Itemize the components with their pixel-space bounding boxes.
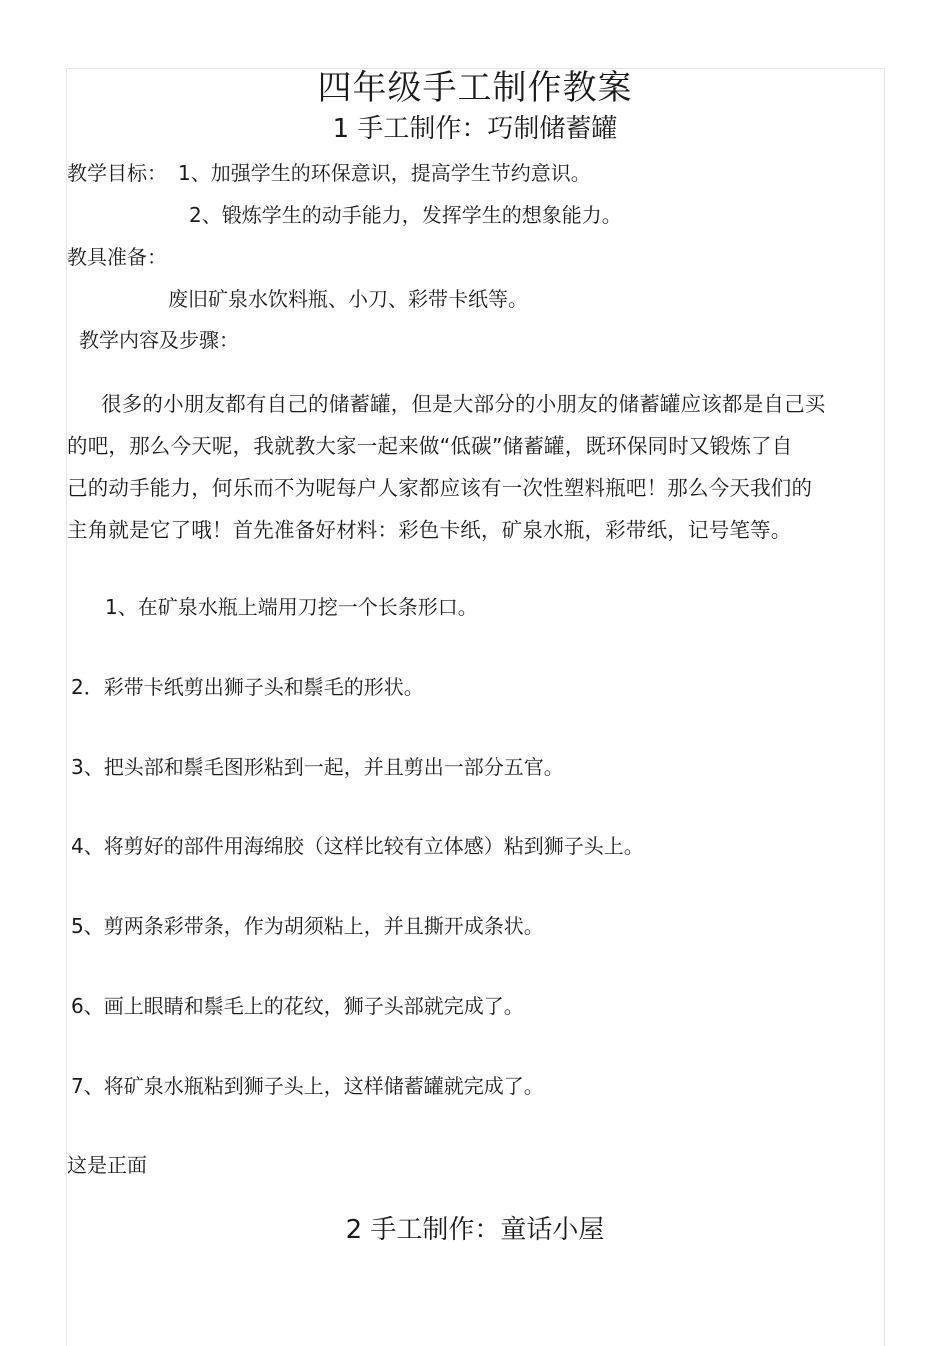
- goal-2: 2、锻炼学生的动手能力，发挥学生的想象能力。: [189, 203, 622, 227]
- materials-text: 废旧矿泉水饮料瓶、小刀、彩带卡纸等。: [168, 287, 528, 311]
- step-3: 3、把头部和鬃毛图形粘到一起，并且剪出一部分五官。: [71, 755, 564, 779]
- intro-line-4: 主角就是它了哦！首先准备好材料：彩色卡纸，矿泉水瓶，彩带纸，记号笔等。: [67, 518, 792, 542]
- step-4: 4、将剪好的部件用海绵胶（这样比较有立体感）粘到狮子头上。: [71, 834, 644, 858]
- step-1: 1、在矿泉水瓶上端用刀挖一个长条形口。: [105, 595, 478, 619]
- lesson2-title: 2 手工制作：童话小屋: [345, 1215, 605, 1245]
- intro-line-2: 的吧，那么今天呢，我就教大家一起来做“低碳”储蓄罐，既环保同时又锻炼了自: [67, 434, 793, 458]
- document-title: 四年级手工制作教案: [317, 68, 633, 108]
- step-2: 2．彩带卡纸剪出狮子头和鬃毛的形状。: [71, 675, 424, 699]
- intro-line-3: 己的动手能力，何乐而不为呢每户人家都应该有一次性塑料瓶吧！那么今天我们的: [67, 476, 813, 500]
- lesson1-title: 1 手工制作：巧制储蓄罐: [332, 114, 618, 144]
- photo-caption: 这是正面: [67, 1153, 147, 1177]
- intro-line-1: 很多的小朋友都有自己的储蓄罐，但是大部分的小朋友的储蓄罐应该都是自己买: [101, 392, 826, 416]
- goals-label: 教学目标：: [67, 161, 167, 185]
- goal-1: 1、加强学生的环保意识，提高学生节约意识。: [178, 161, 591, 185]
- step-7: 7、将矿泉水瓶粘到狮子头上，这样储蓄罐就完成了。: [71, 1074, 544, 1098]
- steps-label: 教学内容及步骤：: [79, 328, 239, 352]
- step-6: 6、画上眼睛和鬃毛上的花纹，狮子头部就完成了。: [71, 994, 524, 1018]
- step-5: 5、剪两条彩带条，作为胡须粘上，并且撕开成条状。: [71, 914, 544, 938]
- materials-label: 教具准备：: [67, 245, 167, 269]
- page-frame: [66, 68, 885, 1346]
